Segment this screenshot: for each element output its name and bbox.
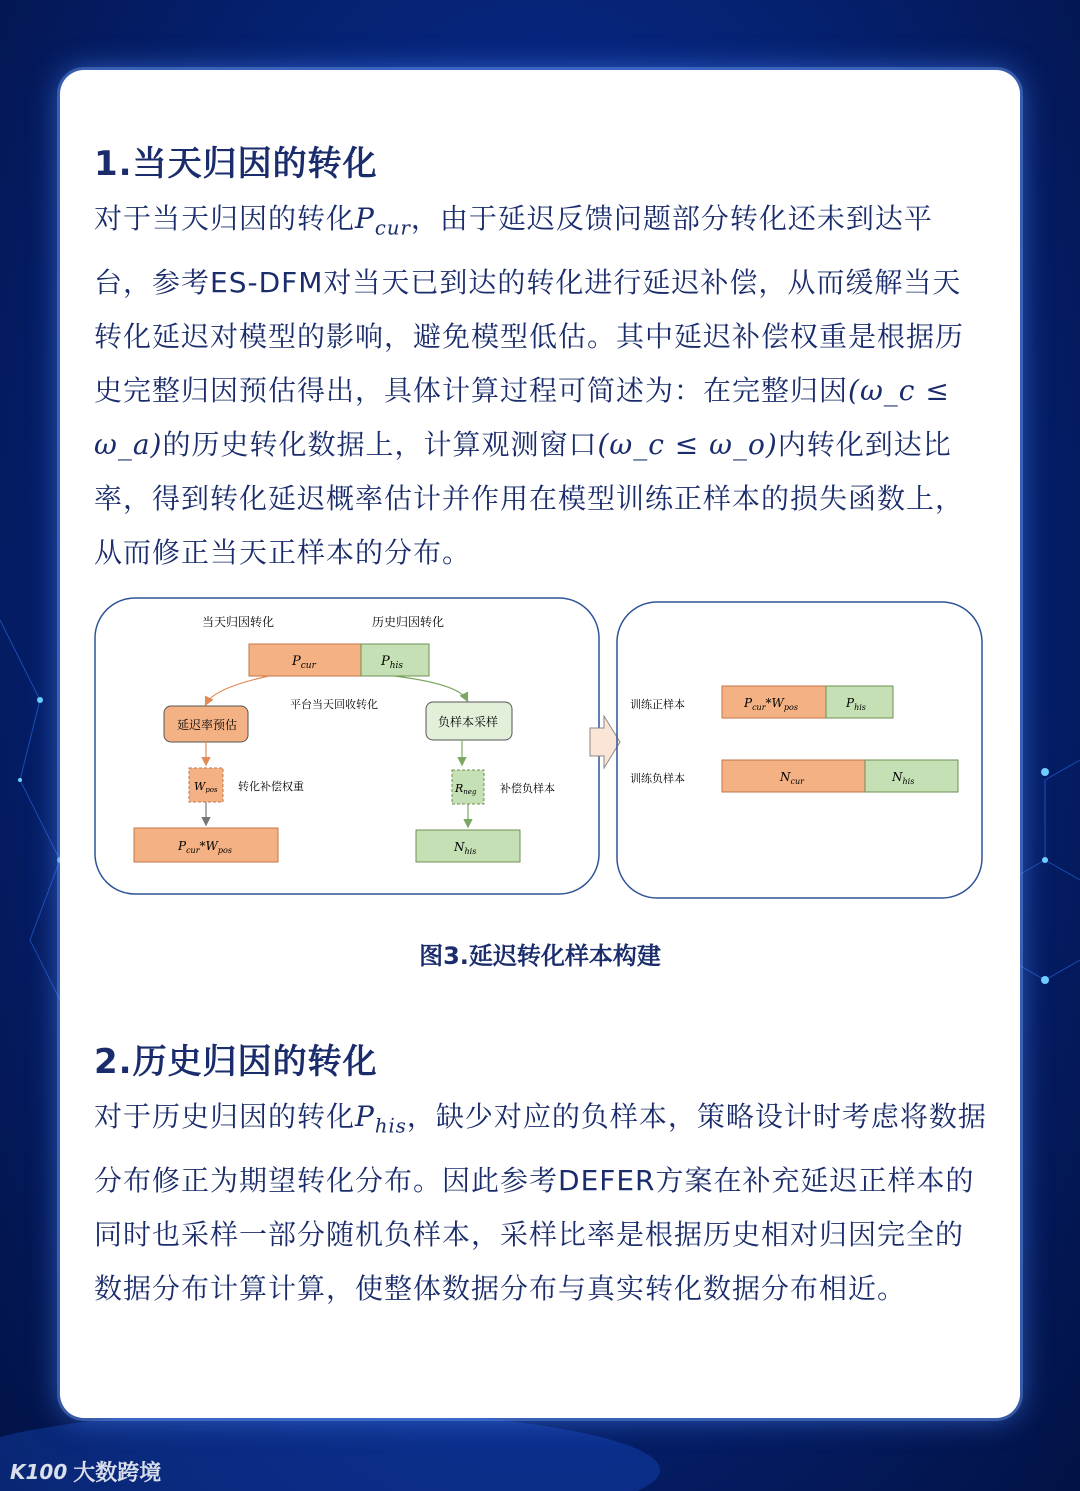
section1-text-pre: 对于当天归因的转化 <box>94 202 356 235</box>
section1-text-end: 内转化到达比率，得到转化延迟概率估计并作用在模型训练正样本的损失函数上，从而修正当天正样本的分布。 <box>94 427 965 569</box>
svg-text:Rneg: Rneg <box>455 782 477 796</box>
right-panel-frame <box>617 602 982 898</box>
arrow-to-delay <box>206 676 269 704</box>
p-his-symbol: $P_{his}$ <box>355 1100 407 1138</box>
section2-paragraph <box>94 1090 990 1316</box>
svg-text:Pcur*Wpos: $P_{cur}*W_{pos}$ <box>744 696 798 712</box>
arrow-to-neg-sample <box>394 676 467 700</box>
svg-text:Pcur: $P_{cur}$ <box>292 654 316 671</box>
section1-text-line1: ，由于延迟反馈问题部分转化还未到达平台， <box>94 202 933 299</box>
train-pos-his-box <box>826 686 893 718</box>
figure-caption: 图3.延迟转化样本构建 <box>419 942 661 970</box>
section1-heading: 1.当天归因的转化 <box>94 144 378 184</box>
section2-text-rest: ，缺少对应的负样本，策略设计时考虑将数据分布修正为期望转化分布。因此参考DEFER方案在补充延迟正样本的同时也采样一部分随机负样本，采样比率是根据历史相对归因完全的数据分布计算计算，使整体数据分布与真实转化数据分布相近。 <box>94 1100 987 1305</box>
label-train-neg: 训练负样本 <box>630 772 685 785</box>
label-platform: 平台当天回收转化 <box>290 698 378 711</box>
section2-heading: 2.历史归因的转化 <box>94 1042 378 1082</box>
p-his-box <box>361 644 429 676</box>
p-cur-symbol: $P_{cur}$ <box>355 202 411 240</box>
svg-text:延迟率预估: 延迟率预估 <box>177 718 238 732</box>
label-his-attr: 历史归因转化 <box>372 615 445 629</box>
label-comp-weight: 转化补偿权重 <box>238 780 304 793</box>
section2-text-pre: 对于历史归因的转化 <box>94 1100 356 1133</box>
label-comp-neg: 补偿负样本 <box>500 782 555 795</box>
n-his-box <box>416 830 520 862</box>
svg-text:Nhis: $N_{his}$ <box>454 840 477 856</box>
svg-text:Phis: $P_{his}$ <box>381 654 404 671</box>
train-neg-his-box <box>865 760 958 792</box>
watermark <box>10 1456 161 1487</box>
svg-text:Wpos: Wpos <box>194 780 218 794</box>
section1-paragraph <box>94 192 990 580</box>
p-cur-box <box>249 644 361 676</box>
train-neg-cur-box <box>722 760 865 792</box>
content-card <box>60 70 1020 1418</box>
condition-2: (ω_c ≤ ω_o) <box>597 427 778 461</box>
label-cur-attr: 当天归因转化 <box>202 615 275 629</box>
svg-text:Ncur: $N_{cur}$ <box>780 770 804 786</box>
delay-conversion-diagram <box>94 596 990 906</box>
label-train-pos: 训练正样本 <box>630 698 685 711</box>
big-right-arrow <box>590 716 620 768</box>
section1-text-body: 参考ES-DFM对当天已到达的转化进行延迟补偿，从而缓解当天转化延迟对模型的影响，避免模型低估。其中延迟补偿权重是根据历史完整归因预估得出，具体计算过程可简述为：在完整归因 <box>94 265 965 407</box>
svg-text:Nhis: $N_{his}$ <box>892 770 915 786</box>
condition-1: (ω_c ≤ ω_a) <box>94 373 950 461</box>
watermark-text: 大数跨境 <box>73 1461 162 1486</box>
brand-logo-icon: K100 <box>10 1459 68 1484</box>
svg-text:负样本采样: 负样本采样 <box>438 715 499 729</box>
svg-text:Phis: $P_{his}$ <box>846 696 866 712</box>
section1-text-mid: 的历史转化数据上，计算观测窗口 <box>162 427 598 461</box>
svg-text:Pcur*Wpos: $P_{cur}*W_{pos}$ <box>178 839 232 855</box>
